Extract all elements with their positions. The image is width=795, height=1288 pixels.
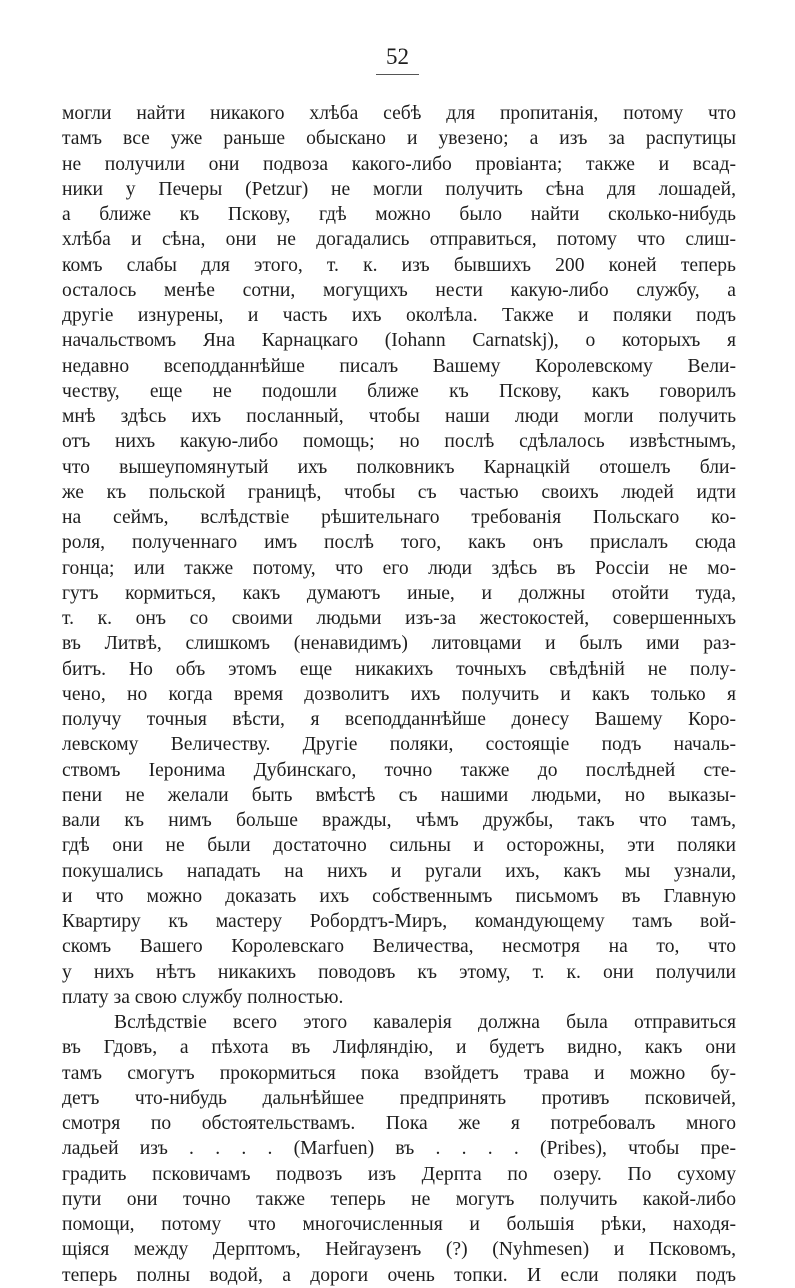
text-line: честву, еще не подошли ближе къ Пскову, какъ говорилъ <box>62 380 736 402</box>
text-line: начальствомъ Яна Карнацкаго (Iohann Carnatskj), о которыхъ я <box>62 330 736 352</box>
text-line: пути они точно также теперь не могутъ получить какой-либо <box>62 1188 736 1210</box>
text-line: могли найти никакого хлѣба себѣ для пропитанія, потому что <box>62 103 736 124</box>
text-line: мнѣ здѣсь ихъ посланный, чтобы наши люди могли получить <box>62 406 736 427</box>
text-line: что вышеупомянутый ихъ полковникъ Карнацкій отошелъ бли- <box>62 456 736 478</box>
text-line: отъ нихъ какую-либо помощь; но послѣ сдѣлалось извѣстнымъ, <box>62 431 736 453</box>
text-line: т. к. онъ со своими людьми изъ-за жестокостей, совершенныхъ <box>62 608 736 629</box>
text-line: Вслѣдствіе всего этого кавалерія должна была отправиться <box>114 1012 736 1033</box>
paragraph-1 <box>62 101 736 1010</box>
text-line: хлѣба и сѣна, они не догадались отправиться, потому что слиш- <box>62 229 736 251</box>
text-line: роля, полученнаго имъ послѣ того, какъ онъ прислалъ сюда <box>62 532 736 554</box>
page-number-text: 52 <box>376 44 419 75</box>
text-line: и что можно доказать ихъ собственнымъ письмомъ въ Главную <box>62 885 736 907</box>
text-line: комъ слабы для этого, т. к. изъ бывшихъ 200 коней теперь <box>62 254 736 276</box>
text-line: ники у Печеры (Petzur) не могли получить сѣна для лошадей, <box>62 178 736 200</box>
text-line: плату за свою службу полностью. <box>62 986 344 1008</box>
text-line: щіяся между Дерптомъ, Нейгаузенъ (?) (Nyhmesen) и Псковомъ, <box>62 1239 736 1261</box>
paragraph-2 <box>62 1010 736 1288</box>
text-line: детъ что-нибудь дальнѣйшее предпринять противъ псковичей, <box>62 1087 736 1109</box>
text-line: другіе изнурены, и часть ихъ околѣла. Также и поляки подъ <box>62 305 736 326</box>
text-line: тамъ смогутъ прокормиться пока взойдетъ трава и можно бу- <box>62 1062 736 1084</box>
text-line: не получили они подвоза какого-либо провіанта; также и всад- <box>62 153 736 175</box>
text-line: въ Гдовъ, а пѣхота въ Лифляндію, и будетъ видно, какъ они <box>62 1037 736 1059</box>
text-line: гдѣ они не были достаточно сильны и осторожны, эти поляки <box>62 835 736 857</box>
text-line: ладьей изъ . . . . (Marfuen) въ . . . . (Pribes), чтобы пре- <box>62 1138 736 1160</box>
text-line: тамъ все уже раньше обыскано и увезено; а изъ за распутицы <box>62 128 736 150</box>
text-line: теперь полны водой, а дороги очень топки. И если поляки подъ <box>62 1264 736 1286</box>
text-line: вали къ нимъ больше вражды, чѣмъ дружбы, такъ что тамъ, <box>62 810 736 831</box>
text-line: покушались нападать на нихъ и ругали ихъ, какъ мы узнали, <box>62 860 736 882</box>
text-line: скомъ Вашего Королевскаго Величества, несмотря на то, что <box>62 936 736 958</box>
text-line: осталось менѣе сотни, могущихъ нести какую-либо службу, а <box>62 279 736 301</box>
text-line: градить псковичамъ подвозъ изъ Дерпта по озеру. По сухому <box>62 1163 736 1185</box>
text-line: ствомъ Іеронима Дубинскаго, точно также до послѣдней сте- <box>62 759 736 781</box>
page-number <box>0 44 795 75</box>
text-line: битъ. Но объ этомъ еще никакихъ точныхъ свѣдѣній не полу- <box>62 658 736 680</box>
text-line: помощи, потому что многочисленныя и большія рѣки, находя- <box>62 1214 736 1235</box>
body-text <box>62 101 736 1288</box>
text-line: гонца; или также потому, что его люди здѣсь въ Россіи не мо- <box>62 557 736 579</box>
text-line: Квартиру къ мастеру Робордтъ-Миръ, командующему тамъ вой- <box>62 911 736 932</box>
text-line: чено, но когда время дозволитъ ихъ получить и какъ только я <box>62 683 736 705</box>
text-line: гутъ кормиться, какъ думаютъ иные, и должны отойти туда, <box>62 582 736 604</box>
text-line: въ Литвѣ, слишкомъ (ненавидимъ) литовцами и былъ ими раз- <box>62 633 736 655</box>
text-line: у нихъ нѣтъ никакихъ поводовъ къ этому, т. к. они получили <box>62 961 736 983</box>
text-line: левскому Величеству. Другіе поляки, состоящіе подъ началь- <box>62 734 736 756</box>
text-line: же къ польской границѣ, чтобы съ частью своихъ людей идти <box>62 481 736 503</box>
text-line: получу точныя вѣсти, я всеподданнѣйше донесу Вашему Коро- <box>62 709 736 730</box>
text-line: а ближе къ Пскову, гдѣ можно было найти сколько-нибудь <box>62 204 736 225</box>
text-line: пени не желали быть вмѣстѣ съ нашими людьми, но выказы- <box>62 784 736 806</box>
text-line: смотря по обстоятельствамъ. Пока же я потребовалъ много <box>62 1113 736 1134</box>
text-line: на сеймъ, вслѣдствіе рѣшительнаго требованія Польскаго ко- <box>62 507 736 528</box>
text-line: недавно всеподданнѣйше писалъ Вашему Королевскому Вели- <box>62 355 736 377</box>
